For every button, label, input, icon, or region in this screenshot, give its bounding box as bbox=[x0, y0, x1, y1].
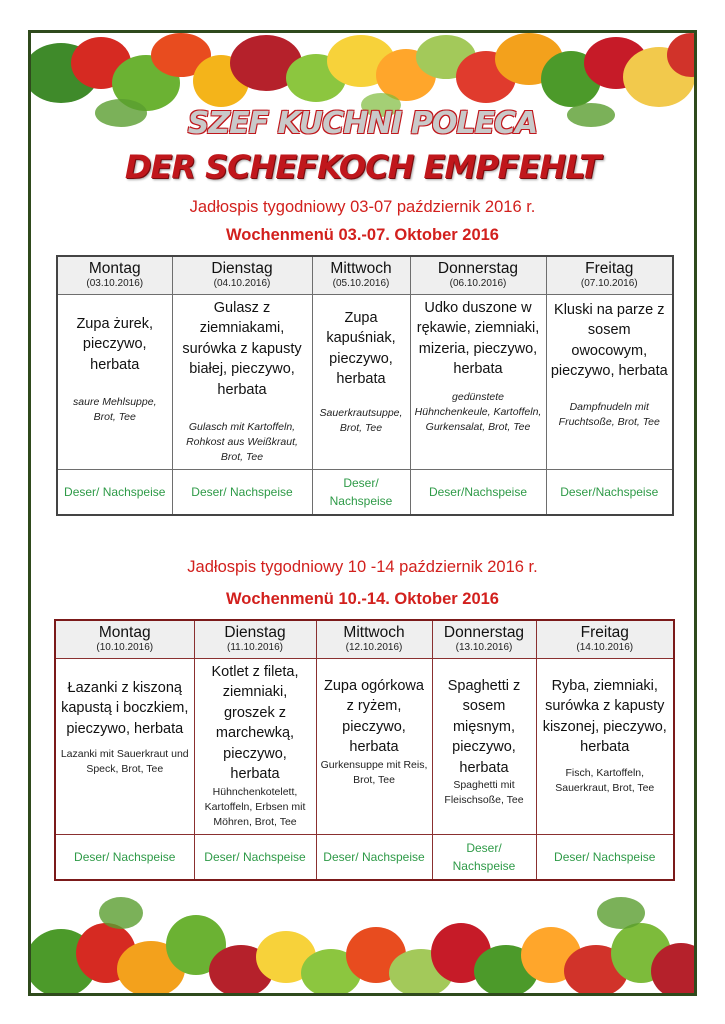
dessert-cell bbox=[55, 834, 194, 880]
dessert-label: Deser/ Nachspeise bbox=[74, 849, 176, 864]
day-name: Dienstag bbox=[211, 260, 273, 277]
dessert-cell bbox=[536, 834, 674, 880]
dessert-label: Deser/Nachspeise bbox=[560, 485, 659, 499]
meal-cell bbox=[312, 294, 410, 470]
week2-title: Jadłospis tygodniowy 10 -14 październik 2016 r. bbox=[187, 558, 538, 576]
table-row bbox=[55, 658, 674, 834]
meal-polish: Ryba, ziemniaki, surówka z kapusty kiszonej, pieczywo, herbata bbox=[542, 677, 667, 755]
day-name: Freitag bbox=[585, 260, 634, 277]
dessert-label: Deser/ Nachspeise bbox=[452, 840, 516, 873]
meal-german: Sauerkrautsuppe, Brot, Tee bbox=[319, 406, 403, 434]
day-date: (05.10.2016) bbox=[332, 278, 390, 289]
table-row bbox=[55, 834, 674, 880]
week1-menu-table bbox=[56, 255, 674, 516]
day-header bbox=[316, 620, 432, 658]
day-name: Donnerstag bbox=[443, 624, 525, 641]
day-header bbox=[55, 620, 194, 658]
table-row bbox=[55, 620, 674, 658]
day-date: (14.10.2016) bbox=[576, 642, 634, 653]
meal-cell bbox=[57, 294, 172, 470]
dessert-cell bbox=[172, 470, 312, 516]
week1-subtitle: Wochenmenü 03.-07. Oktober 2016 bbox=[226, 226, 499, 244]
meal-german: Gurkensuppe mit Reis, Brot, Tee bbox=[320, 758, 428, 786]
dessert-label: Deser/ Nachspeise bbox=[323, 849, 425, 864]
day-date: (10.10.2016) bbox=[96, 642, 154, 653]
meal-polish: Łazanki z kiszoną kapustą i boczkiem, pieczywo, herbata bbox=[61, 679, 189, 737]
day-date: (04.10.2016) bbox=[213, 278, 271, 289]
meal-polish: Zupa żurek, pieczywo, herbata bbox=[76, 315, 154, 373]
day-header bbox=[432, 620, 536, 658]
day-date: (07.10.2016) bbox=[580, 278, 638, 289]
dessert-cell bbox=[312, 470, 410, 516]
dessert-label: Deser/ Nachspeise bbox=[329, 476, 393, 508]
meal-polish: Gulasz z ziemniakami, surówka z kapusty białej, pieczywo, herbata bbox=[182, 299, 302, 398]
week1-title: Jadłospis tygodniowy 03-07 październik 2016 r. bbox=[189, 198, 536, 216]
day-name: Mittwoch bbox=[330, 260, 392, 277]
day-header bbox=[172, 256, 312, 294]
table-row bbox=[57, 294, 673, 470]
meal-german: Lazanki mit Sauerkraut und Speck, Brot, Tee bbox=[60, 748, 189, 775]
day-header bbox=[536, 620, 674, 658]
day-name: Dienstag bbox=[224, 624, 286, 641]
day-date: (03.10.2016) bbox=[86, 278, 144, 289]
dessert-cell bbox=[410, 470, 546, 516]
meal-cell bbox=[172, 294, 312, 470]
meal-german: Spaghetti mit Fleischsoße, Tee bbox=[444, 779, 524, 806]
day-name: Montag bbox=[98, 624, 151, 641]
day-header bbox=[546, 256, 673, 294]
day-date: (06.10.2016) bbox=[449, 278, 507, 289]
meal-german: gedünstete Hühnchenkeule, Kartoffeln, Gurkensalat, Brot, Tee bbox=[414, 390, 542, 433]
day-name: Donnerstag bbox=[437, 260, 519, 277]
day-date: (13.10.2016) bbox=[455, 642, 513, 653]
day-date: (11.10.2016) bbox=[227, 642, 283, 653]
dessert-cell bbox=[432, 834, 536, 880]
meal-german: Hühnchenkotelett, Kartoffeln, Erbsen mit Möhren, Brot, Tee bbox=[204, 785, 306, 828]
meal-cell bbox=[410, 294, 546, 470]
meal-polish: Kluski na parze z sosem owocowym, pieczywo, herbata bbox=[550, 301, 668, 379]
day-header bbox=[410, 256, 546, 294]
dessert-label: Deser/ Nachspeise bbox=[191, 485, 293, 499]
meal-polish: Zupa kapuśniak, pieczywo, herbata bbox=[326, 309, 396, 387]
day-name: Mittwoch bbox=[343, 624, 405, 641]
header-title-german: DER SCHEFKOCH EMPFEHLT bbox=[124, 148, 601, 186]
header-title-polish: SZEF KUCHNI POLECA bbox=[187, 106, 538, 141]
meal-german: Fisch, Kartoffeln, Sauerkraut, Brot, Tee bbox=[555, 766, 655, 794]
day-name: Freitag bbox=[580, 624, 629, 641]
table-row bbox=[57, 256, 673, 294]
dessert-cell bbox=[57, 470, 172, 516]
dessert-label: Deser/ Nachspeise bbox=[64, 485, 166, 499]
week2-subtitle: Wochenmenü 10.-14. Oktober 2016 bbox=[226, 590, 499, 608]
meal-cell bbox=[546, 294, 673, 470]
dessert-cell bbox=[546, 470, 673, 516]
dessert-label: Deser/ Nachspeise bbox=[554, 849, 656, 864]
day-name: Montag bbox=[88, 260, 141, 277]
table-row bbox=[57, 470, 673, 516]
meal-polish: Kotlet z fileta, ziemniaki, groszek z marchewką, pieczywo, herbata bbox=[211, 663, 299, 782]
day-header bbox=[312, 256, 410, 294]
day-header bbox=[194, 620, 316, 658]
meal-cell bbox=[432, 658, 536, 834]
meal-cell bbox=[55, 658, 194, 834]
dessert-label: Deser/Nachspeise bbox=[428, 485, 528, 499]
meal-german: saure Mehlsuppe, Brot, Tee bbox=[73, 396, 157, 423]
meal-cell bbox=[194, 658, 316, 834]
meal-cell bbox=[316, 658, 432, 834]
dessert-cell bbox=[194, 834, 316, 880]
dessert-cell bbox=[316, 834, 432, 880]
meal-polish: Spaghetti z sosem mięsnym, pieczywo, herbata bbox=[447, 677, 521, 776]
day-date: (12.10.2016) bbox=[345, 642, 403, 653]
day-header bbox=[57, 256, 172, 294]
fruit-border-bottom-icon bbox=[31, 873, 694, 993]
meal-polish: Udko duszone w rękawie, ziemniaki, mizeria, pieczywo, herbata bbox=[416, 299, 540, 377]
week2-menu-table bbox=[54, 619, 675, 881]
dessert-label: Deser/ Nachspeise bbox=[204, 849, 306, 864]
meal-cell bbox=[536, 658, 674, 834]
meal-polish: Zupa ogórkowa z ryżem, pieczywo, herbata bbox=[324, 677, 424, 755]
meal-german: Dampfnudeln mit Fruchtsoße, Brot, Tee bbox=[558, 400, 660, 428]
meal-german: Gulasch mit Kartoffeln, Rohkost aus Weißkraut, Brot, Tee bbox=[186, 421, 298, 463]
